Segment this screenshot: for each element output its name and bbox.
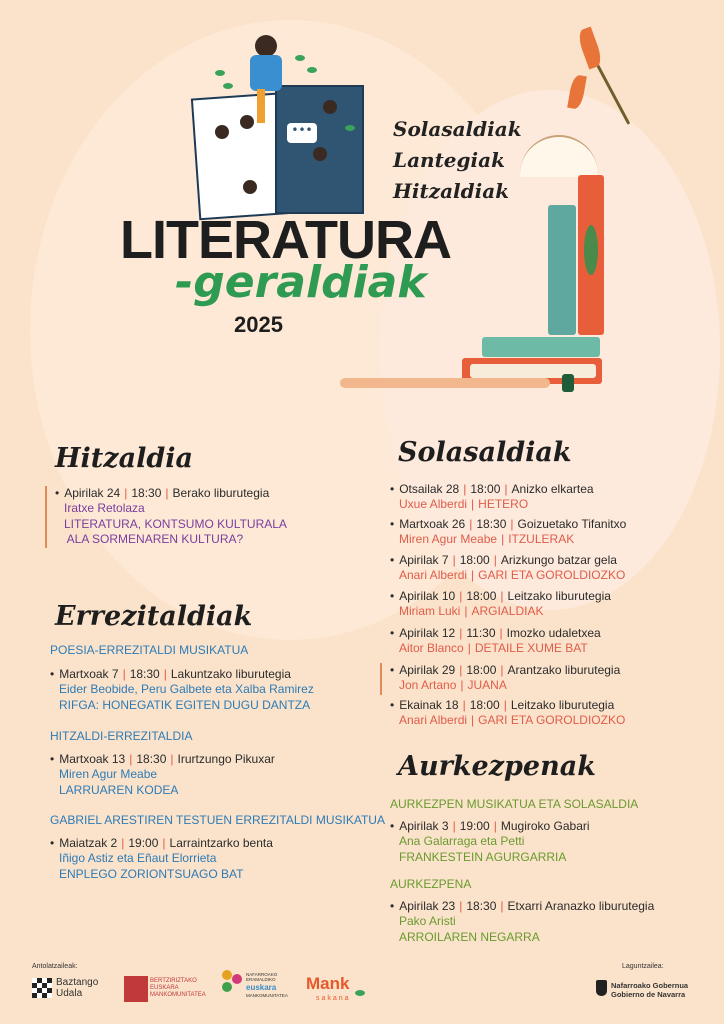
event-place: Leitzako liburutegia — [507, 589, 611, 603]
event-time: 18:30 — [129, 667, 160, 681]
event-solasaldia — [390, 663, 620, 694]
separator: | — [459, 626, 463, 640]
person-icon — [243, 180, 257, 194]
event-place: Lakuntzako liburutegia — [170, 667, 291, 681]
separator: | — [510, 517, 514, 531]
event-date: Apirilak 10 — [399, 589, 456, 603]
leaf-icon — [307, 67, 317, 73]
book-icon — [482, 337, 600, 357]
event-date: Apirilak 29 — [399, 663, 456, 677]
separator: | — [500, 899, 504, 913]
separator: | — [503, 698, 507, 712]
event-errezitaldia — [50, 752, 275, 798]
subtitle-solasaldiak: Solasaldiak — [393, 117, 522, 141]
separator: | — [170, 752, 174, 766]
category-label: POESIA-ERREZITALDI MUSIKATUA — [50, 643, 249, 657]
dot-icon — [222, 982, 232, 992]
logo-line: NAFARROAKO — [246, 972, 278, 977]
chat-bubble-icon: ••• — [287, 123, 317, 143]
person-icon — [240, 115, 254, 129]
person-body — [257, 89, 265, 123]
event-when-where — [50, 667, 314, 682]
event-date: Otsailak 28 — [399, 482, 460, 496]
event-author: Aitor Blanco — [399, 641, 464, 656]
event-aurkezpena — [390, 819, 590, 865]
event-when-where — [50, 752, 275, 767]
separator: | — [162, 836, 166, 850]
event-author: Anari Alberdi — [399, 713, 468, 728]
event-time: 18:00 — [459, 553, 490, 567]
event-author-work — [399, 497, 594, 512]
logo-line: BERTZIRIZTAKO — [150, 978, 197, 984]
separator: | — [462, 698, 466, 712]
event-time: 18:30 — [136, 752, 167, 766]
logo-text — [246, 972, 277, 982]
section-title-errezitaldiak: Errezitaldiak — [55, 601, 253, 632]
category-label: AURKEZPENA — [390, 877, 472, 891]
person-icon — [255, 35, 277, 57]
event-time: 18:00 — [470, 482, 501, 496]
separator: | — [500, 663, 504, 677]
event-place: Anizko elkartea — [511, 482, 594, 496]
separator: | — [122, 667, 126, 681]
event-place: Etxarri Aranazko liburutegia — [507, 899, 655, 913]
event-date: Martxoak 13 — [59, 752, 126, 766]
event-time: 11:30 — [466, 626, 496, 640]
coat-of-arms-icon — [596, 980, 607, 996]
event-work: LARRUAREN KODEA — [59, 782, 179, 797]
event-time: 19:00 — [128, 836, 159, 850]
event-when-where — [390, 698, 625, 713]
logo-line: Baztango — [56, 977, 99, 988]
event-place: Arizkungo batzar gela — [500, 553, 617, 567]
event-author: Iratxe Retolaza — [64, 501, 145, 516]
event-place: Larraintzarko benta — [169, 836, 273, 850]
event-place: Arantzako liburutegia — [507, 663, 621, 677]
logo-line: Udala — [56, 988, 83, 999]
event-when-where — [55, 486, 287, 501]
event-time: 18:30 — [131, 486, 162, 500]
logo-line: MANKOMUNITATEA — [150, 992, 206, 998]
person-body — [250, 55, 282, 91]
event-work: HETERO — [478, 497, 529, 512]
event-work: ARROILAREN NEGARRA — [399, 929, 540, 944]
book-pages — [470, 364, 596, 378]
logo-line: euskara — [246, 983, 277, 992]
event-place: Berako liburutegia — [172, 486, 270, 500]
separator: | — [467, 641, 471, 656]
event-when-where — [390, 626, 601, 641]
event-solasaldia — [390, 517, 626, 548]
event-date: Apirilak 7 — [399, 553, 449, 567]
separator: | — [501, 532, 505, 547]
category-label: AURKEZPEN MUSIKATUA ETA SOLASALDIA — [390, 797, 639, 811]
event-when-where — [390, 553, 625, 568]
leaf-icon — [295, 55, 305, 61]
event-work: ALA SORMENAREN KULTURA? — [64, 532, 244, 547]
event-author: Eider Beobide, Peru Galbete eta Xalba Ramirez — [59, 682, 314, 697]
event-solasaldia — [390, 589, 611, 620]
separator: | — [499, 626, 503, 640]
event-when-where — [390, 482, 594, 497]
event-when-where — [390, 517, 626, 532]
event-work: LITERATURA, KONTSUMO KULTURALA — [64, 516, 287, 531]
event-author: Miren Agur Meabe — [59, 767, 158, 782]
event-time: 19:00 — [459, 819, 490, 833]
logo-line: sakana — [316, 995, 351, 1002]
leaf-icon — [576, 26, 605, 69]
event-work: GARI ETA GOROLDIOZKO — [478, 713, 626, 728]
main-title-script: -geraldiak — [175, 257, 427, 308]
book-ornament — [584, 225, 598, 275]
separator: | — [129, 752, 133, 766]
event-place: Irurtzungo Pikuxar — [177, 752, 275, 766]
logo-text — [611, 981, 688, 999]
event-time: 18:30 — [466, 899, 497, 913]
event-author-work — [399, 604, 611, 619]
event-date: Maiatzak 2 — [59, 836, 118, 850]
highlight-bar — [45, 486, 47, 548]
event-author-work — [399, 641, 601, 656]
event-author: Uxue Alberdi — [399, 497, 468, 512]
separator: | — [459, 589, 463, 603]
logo-line: Gobierno de Navarra — [611, 990, 686, 999]
separator: | — [459, 663, 463, 677]
separator: | — [464, 604, 468, 619]
separator: | — [471, 497, 475, 512]
event-author: Miriam Luki — [399, 604, 461, 619]
event-date: Martxoak 26 — [399, 517, 466, 531]
leaf-icon — [345, 125, 355, 131]
event-when-where — [50, 836, 273, 851]
logo-line: Nafarroako Gobernua — [611, 981, 689, 990]
event-author: Anari Alberdi — [399, 568, 468, 583]
event-author: Ana Galarraga eta Petti — [399, 834, 525, 849]
event-when-where — [390, 819, 590, 834]
section-title-aurkezpenak: Aurkezpenak — [398, 751, 596, 782]
event-when-where — [390, 589, 611, 604]
event-place: Leitzako liburutegia — [510, 698, 615, 712]
event-date: Apirilak 23 — [399, 899, 456, 913]
logo-text — [56, 977, 98, 999]
separator: | — [165, 486, 169, 500]
event-date: Apirilak 12 — [399, 626, 456, 640]
main-title: LITERATURA — [120, 210, 451, 270]
logo-line: MANKOMUNITATEA — [246, 993, 288, 998]
event-author-work — [399, 678, 620, 693]
separator: | — [493, 553, 497, 567]
shadow-shape — [340, 378, 550, 388]
event-solasaldia — [390, 698, 625, 729]
event-place: Goizuetako Tifanitxo — [517, 517, 627, 531]
event-errezitaldia — [50, 836, 273, 882]
separator: | — [463, 482, 467, 496]
subtitle-lantegiak: Lantegiak — [393, 148, 505, 172]
event-author-work — [399, 713, 625, 728]
event-date: Martxoak 7 — [59, 667, 119, 681]
event-work: FRANKESTEIN AGURGARRIA — [399, 849, 567, 864]
event-solasaldia — [390, 626, 601, 657]
event-errezitaldia — [50, 667, 314, 713]
event-aurkezpena — [390, 899, 654, 945]
person-icon — [313, 147, 327, 161]
separator: | — [493, 819, 497, 833]
logo-line: Mank — [306, 974, 350, 993]
emblem-icon — [124, 976, 148, 1002]
dot-icon — [232, 974, 242, 984]
logo-line: EUSKARA — [150, 985, 179, 991]
event-author: Iñigo Astiz eta Eñaut Elorrieta — [59, 851, 217, 866]
separator: | — [471, 713, 475, 728]
event-work: RIFGA: HONEGATIK EGITEN DUGU DANTZA — [59, 697, 311, 712]
separator: | — [471, 568, 475, 583]
event-date: Apirilak 24 — [64, 486, 121, 500]
event-date: Apirilak 3 — [399, 819, 449, 833]
event-time: 18:00 — [466, 589, 497, 603]
logo-text — [150, 978, 206, 999]
event-work: ENPLEGO ZORIONTSUAGO BAT — [59, 866, 244, 881]
category-label: HITZALDI-ERREZITALDIA — [50, 729, 193, 743]
section-title-hitzaldia: Hitzaldia — [55, 443, 193, 474]
logo-line: ERAMALDIKO — [246, 977, 276, 982]
event-author-work — [399, 532, 626, 547]
separator: | — [124, 486, 128, 500]
bookmark-icon — [562, 374, 574, 392]
event-place: Mugiroko Gabari — [500, 819, 590, 833]
year-label: 2025 — [234, 312, 283, 337]
event-author: Jon Artano — [399, 678, 457, 693]
person-icon — [323, 100, 337, 114]
event-when-where — [390, 663, 620, 678]
event-time: 18:00 — [469, 698, 500, 712]
leaf-icon — [355, 990, 365, 996]
separator: | — [504, 482, 508, 496]
leaf-icon — [223, 83, 233, 89]
header-subtitles — [393, 114, 522, 207]
organizers-label: Antolatzaileak: — [32, 963, 78, 970]
separator: | — [500, 589, 504, 603]
separator: | — [452, 553, 456, 567]
event-work: DETAILE XUME BAT — [474, 641, 588, 656]
separator: | — [452, 819, 456, 833]
separator: | — [163, 667, 167, 681]
separator: | — [459, 899, 463, 913]
category-label: GABRIEL ARESTIREN TESTUEN ERREZITALDI MUSIKATUA — [50, 813, 385, 827]
event-when-where — [390, 899, 654, 914]
checkered-shield-icon — [32, 978, 52, 998]
event-author-work — [399, 568, 625, 583]
separator: | — [460, 678, 464, 693]
event-work: ITZULERAK — [508, 532, 575, 547]
person-icon — [215, 125, 229, 139]
event-time: 18:00 — [466, 663, 497, 677]
event-work: ARGIALDIAK — [471, 604, 544, 619]
section-title-solasaldiak: Solasaldiak — [398, 437, 572, 468]
sponsor-label: Laguntzailea: — [622, 963, 664, 970]
event-time: 18:30 — [476, 517, 507, 531]
event-solasaldia — [390, 482, 594, 513]
leaf-icon — [215, 70, 225, 76]
highlight-bar — [380, 663, 382, 695]
separator: | — [469, 517, 473, 531]
dot-icon — [222, 970, 232, 980]
subtitle-hitzaldiak: Hitzaldiak — [393, 179, 510, 203]
event-place: Imozko udaletxea — [506, 626, 601, 640]
header-illustration — [195, 85, 360, 225]
event-hitzaldia — [55, 486, 287, 548]
event-date: Ekainak 18 — [399, 698, 459, 712]
event-author: Pako Aristi — [399, 914, 456, 929]
event-work: GARI ETA GOROLDIOZKO — [478, 568, 626, 583]
event-work: JUANA — [467, 678, 507, 693]
separator: | — [121, 836, 125, 850]
event-author: Miren Agur Meabe — [399, 532, 498, 547]
event-solasaldia — [390, 553, 625, 584]
book-icon — [548, 205, 576, 335]
